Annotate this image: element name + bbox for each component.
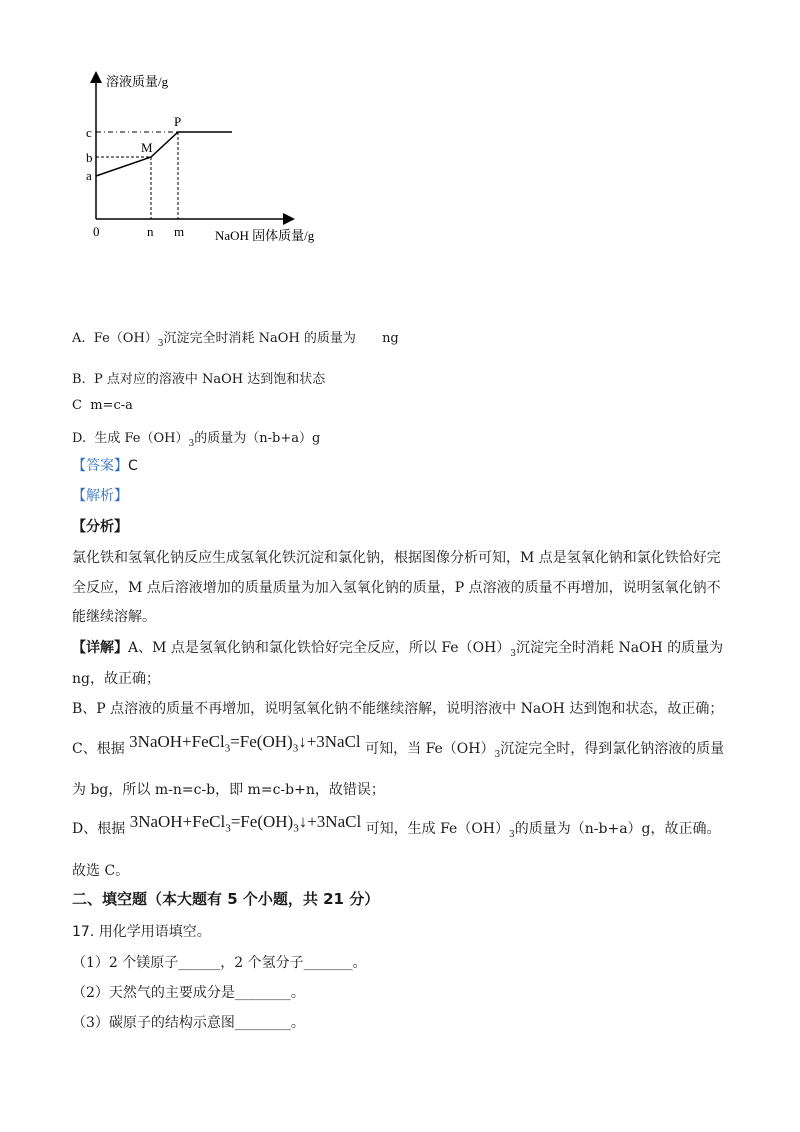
- question-part-2: （2）天然气的主要成分是________。: [72, 985, 305, 1001]
- detail-c-line-2: 为 bg，所以 m-n=c-b，即 m=c-b+n，故错误；: [72, 782, 385, 798]
- answer-line: [72, 455, 138, 475]
- point-p-label: P: [174, 114, 182, 129]
- option-a: A. $Fe(OH)_3$沉淀完全时消耗 NaOH 的质量为 ng: [72, 331, 399, 349]
- equation-c: $3NaOH+FeCl_3=Fe(OH)_3↓+3NaCl$: [129, 732, 361, 755]
- y-axis-label: 溶液质量/g: [106, 74, 169, 89]
- conclusion: 故选 C。: [72, 863, 130, 879]
- section-title: 二、填空题（本大题有 5 个小题，共 21 分）: [72, 890, 380, 908]
- fenxi-line-3: 能继续溶解。: [72, 609, 156, 625]
- tick-c: c: [86, 125, 92, 140]
- detail-tag: 【详解】: [72, 640, 128, 656]
- question-title: 17. 用化学用语填空。: [72, 924, 211, 940]
- detail-c-line: C、根据 $3NaOH+FeCl_3=Fe(OH)_3↓+3NaCl$ 可知，当 $Fe(OH)_3$沉淀完全时，得到氯化钠溶液的质量: [72, 732, 725, 760]
- tick-m: m: [174, 224, 185, 239]
- option-c: C m=c-a: [72, 398, 133, 413]
- data-line: [96, 132, 232, 176]
- tick-b: b: [86, 150, 93, 165]
- fenxi-tag: 【分析】: [72, 519, 128, 535]
- question-part-3: （3）碳原子的结构示意图________。: [72, 1015, 305, 1031]
- detail-a-line: 【详解】A、M 点是氢氧化钠和氯化铁恰好完全反应，所以 $Fe(OH)_3$沉淀完全时消耗 NaOH 的质量为: [72, 640, 724, 659]
- answer-tag: 【答案】: [72, 458, 128, 474]
- option-d: D. 生成 $Fe(OH)_3$的质量为（n-b+a）g: [72, 431, 321, 449]
- x-axis-label: NaOH 固体质量/g: [215, 228, 315, 243]
- analysis-tag: 【解析】: [72, 488, 128, 504]
- answer-value: C: [128, 458, 138, 474]
- solution-mass-chart: [70, 60, 430, 320]
- tick-a: a: [86, 168, 92, 183]
- fenxi-line-1: 氯化铁和氢氧化钠反应生成氢氧化铁沉淀和氯化钠，根据图像分析可知，M 点是氢氧化钠和氯化铁恰好完: [72, 550, 721, 566]
- equation-d: $3NaOH+FeCl_3=Fe(OH)_3↓+3NaCl$: [129, 812, 362, 835]
- option-b: B. P 点对应的溶液中 NaOH 达到饱和状态: [72, 372, 326, 387]
- tick-n: n: [147, 224, 154, 239]
- origin-label: 0: [93, 224, 100, 239]
- detail-b-line: B、P 点溶液的质量不再增加，说明氢氧化钠不能继续溶解，说明溶液中 NaOH 达到饱和状态，故正确；: [72, 701, 724, 717]
- detail-d-line: D、根据 $3NaOH+FeCl_3=Fe(OH)_3↓+3NaCl$ 可知，生成 $Fe(OH)_3$的质量为（n-b+a）g，故正确。: [72, 812, 721, 840]
- point-m-label: M: [141, 140, 153, 155]
- fenxi-line-2: 全反应，M 点后溶液增加的质量质量为加入氢氧化钠的质量，P 点溶液的质量不再增加，说明氢氧化钠不: [72, 580, 721, 596]
- question-part-1: （1）2 个镁原子______，2 个氢分子_______。: [72, 955, 367, 971]
- detail-a-line-2: ng，故正确；: [72, 671, 160, 687]
